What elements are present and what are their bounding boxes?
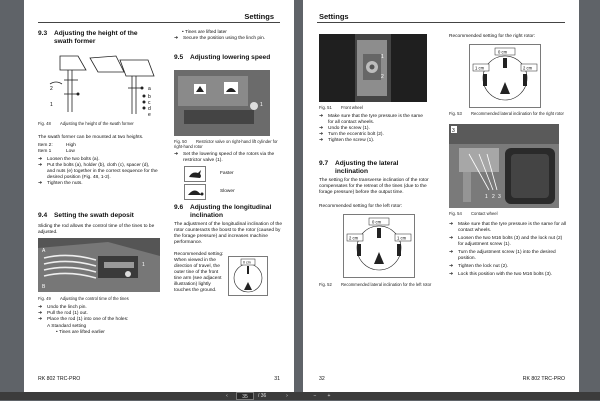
svg-text:b: b bbox=[148, 94, 151, 100]
swath-deposit-text: Sliding the rod allows the control time of the tines to be adjusted. bbox=[38, 224, 155, 235]
svg-text:B: B bbox=[42, 284, 46, 290]
bullet-icon: • bbox=[182, 30, 185, 35]
page-number-input[interactable]: 35 bbox=[236, 392, 254, 400]
figure-53-caption: Fig. 53 Recommended lateral inclination for the right rotor bbox=[449, 111, 564, 116]
svg-text:2: 2 bbox=[381, 74, 384, 80]
arrow-icon: ➜ bbox=[319, 126, 324, 131]
step-item: ➜ Tighten the nuts. bbox=[38, 181, 83, 186]
lowering-speed-step: ➜ Set the lowering speed of the rotors via the restrictor valve (1). bbox=[174, 152, 275, 163]
svg-text:2 cm: 2 cm bbox=[523, 65, 533, 71]
rotor-label: 0 cm bbox=[243, 260, 251, 265]
figure-51-caption: Fig. 51 Front wheel bbox=[319, 105, 363, 110]
arrow-icon: ➜ bbox=[174, 152, 179, 157]
left-rotor-diagram bbox=[343, 214, 415, 278]
right-rotor-rec-text: Recommended setting for the right rotor: bbox=[449, 34, 536, 39]
arrow-icon: ➜ bbox=[449, 272, 454, 277]
step-item: ➜ Loosen the two bolts (a). bbox=[38, 157, 100, 162]
svg-text:2: 2 bbox=[492, 194, 495, 200]
section-9-3-heading bbox=[38, 30, 168, 45]
contact-wheel-figure bbox=[449, 124, 559, 208]
section-9-6-heading: 9.6 Adjusting the longitudinal inclination bbox=[174, 204, 272, 219]
svg-text:1: 1 bbox=[485, 194, 488, 200]
arrow-icon: ➜ bbox=[449, 250, 454, 255]
svg-text:3: 3 bbox=[452, 128, 455, 134]
tortoise-icon bbox=[184, 184, 206, 200]
svg-text:1: 1 bbox=[260, 102, 263, 108]
svg-text:0 cm: 0 cm bbox=[372, 219, 382, 225]
arrow-icon: ➜ bbox=[38, 311, 43, 316]
page-31 bbox=[24, 0, 294, 392]
arrow-icon: ➜ bbox=[449, 236, 454, 241]
svg-text:2 cm: 2 cm bbox=[349, 235, 359, 241]
svg-text:1: 1 bbox=[50, 102, 53, 108]
svg-text:a: a bbox=[148, 86, 151, 92]
arrow-icon: ➜ bbox=[38, 157, 43, 162]
footer-model: RK 802 TRC-PRO bbox=[38, 376, 81, 382]
svg-text:0 cm: 0 cm bbox=[498, 49, 508, 55]
zoom-in-icon[interactable]: + bbox=[327, 393, 331, 399]
figure-52-caption: Fig. 52 Recommended lateral inclination for the left rotor bbox=[319, 282, 432, 287]
prev-page-button[interactable]: ‹ bbox=[226, 393, 228, 399]
figure-50-caption: Fig. 50 Restrictor valve on right-hand lift cylinder for right-hand rotor bbox=[174, 139, 278, 150]
longitudinal-text: The adjustment of the longitudinal inclination of the rotor counteracts the boost to the rotor (caused by the forage pressure) and increases machine performance. bbox=[174, 222, 283, 245]
figure-48-caption: Fig. 48 Adjusting the height of the swath former bbox=[38, 121, 134, 126]
swath-height-text: The swath former can be mounted at two heights. Item 2: High Item 1 Low ➜ Loosen the two bolts (a). ➜ Put the bolts (a), holder (b), cloth (c), spacer (d), and nuts (e) together in the correct sequence for the desired position (Fig. 48, 1-2). ➜ Tighten the nuts. bbox=[38, 135, 158, 186]
section-number: 9.3 bbox=[38, 30, 48, 37]
faster-label: Faster bbox=[220, 171, 234, 176]
arrow-icon: ➜ bbox=[449, 264, 454, 269]
longitudinal-rotor-diagram bbox=[228, 256, 268, 296]
swath-deposit-steps: ➜ Undo the linch pin. ➜ Pull the rod (1) out. ➜ Place the rod (1) into one of the holes: A Standard setting • Tines are lifted earlier bbox=[38, 305, 129, 335]
page-32 bbox=[303, 0, 579, 392]
svg-text:A: A bbox=[42, 248, 46, 254]
right-rotor-diagram bbox=[469, 44, 541, 108]
figure-number: Fig. 48 bbox=[38, 121, 51, 126]
zoom-out-icon[interactable]: − bbox=[313, 393, 317, 399]
arrow-icon: ➜ bbox=[319, 132, 324, 137]
front-wheel-figure bbox=[319, 34, 427, 102]
arrow-icon: ➜ bbox=[38, 305, 43, 310]
lateral-inclination-text: The setting for the transverse inclination of the rotor compensates for the retreat of the tines (due to the forage pressure) before the output time. bbox=[319, 178, 429, 195]
restrictor-valve-figure bbox=[174, 70, 270, 136]
section-title: Adjusting the height of the swath former bbox=[54, 30, 138, 45]
figure-54-caption: Fig. 54 Contact wheel bbox=[449, 211, 498, 216]
page-header-title: Settings bbox=[319, 12, 349, 21]
page-total: / 36 bbox=[258, 393, 267, 399]
section-9-7-heading: 9.7 Adjusting the lateral inclination bbox=[319, 160, 399, 175]
svg-text:3: 3 bbox=[498, 194, 501, 200]
svg-text:2: 2 bbox=[50, 86, 53, 92]
figure-49-caption: Fig. 49 Adjusting the control time of the tines bbox=[38, 296, 129, 301]
col2-top-text: • Tines are lifted later ➜ Secure the position using the linch pin. bbox=[174, 30, 266, 41]
svg-text:c: c bbox=[148, 100, 151, 106]
arrow-icon: ➜ bbox=[319, 138, 324, 143]
svg-text:1: 1 bbox=[381, 54, 384, 60]
arrow-icon: ➜ bbox=[319, 114, 324, 119]
header-rule bbox=[317, 22, 565, 23]
next-page-button[interactable]: › bbox=[286, 393, 288, 399]
section-9-5-heading: 9.5 Adjusting lowering speed bbox=[174, 54, 271, 61]
hare-icon bbox=[184, 166, 206, 182]
arrow-icon: ➜ bbox=[38, 317, 43, 322]
svg-text:e: e bbox=[148, 112, 151, 118]
page-header-title: Settings bbox=[244, 12, 274, 21]
svg-text:d: d bbox=[148, 106, 151, 112]
viewer-toolbar bbox=[0, 392, 600, 400]
tine-control-figure bbox=[38, 238, 160, 292]
arrow-icon: ➜ bbox=[38, 163, 43, 168]
swath-former-figure bbox=[38, 50, 166, 118]
arrow-icon: ➜ bbox=[174, 36, 179, 41]
section-9-4-heading: 9.4 Setting the swath deposit bbox=[38, 212, 134, 219]
svg-text:1 cm: 1 cm bbox=[475, 65, 485, 71]
footer-page-number: 32 bbox=[319, 376, 325, 382]
svg-text:1: 1 bbox=[142, 262, 145, 268]
header-rule bbox=[38, 22, 280, 23]
footer-model: RK 802 TRC-PRO bbox=[522, 376, 565, 382]
svg-text:1 cm: 1 cm bbox=[397, 235, 407, 241]
front-wheel-steps: ➜ Make sure that the tyre pressure is the same for all contact wheels. ➜ Undo the screw (1). ➜ Turn the eccentric bolt (2). ➜ Tighten the screw (1). bbox=[319, 114, 423, 143]
left-rotor-rec-text: Recommended setting for the left rotor: bbox=[319, 204, 403, 209]
recommended-setting-text: Recommended setting: When viewed in the direction of travel, the outer tine of the front tine arm (see adjacent illustration) lightly touches the ground. bbox=[174, 252, 224, 293]
arrow-icon: ➜ bbox=[449, 222, 454, 227]
footer-page-number: 31 bbox=[274, 376, 280, 382]
step-item: ➜ Put the bolts (a), holder (b), cloth (c), spacer (d), and nuts (e) together in the correct sequence for the desired position (Fig. 48, 1-2). bbox=[38, 163, 158, 180]
contact-wheel-steps: ➜ Make sure that the tyre pressure is the same for all contact wheels. ➜ Loosen the two M16 bolts (3) and the lock nut (2) for adjustment screw (1). ➜ Turn the adjustment screw (1) into the desired position. ➜ Tighten the lock nut (2). ➜ Lock this position with the two M16 bolts (3). bbox=[449, 222, 566, 277]
arrow-icon: ➜ bbox=[38, 181, 43, 186]
bullet-icon: • bbox=[56, 330, 59, 335]
slower-label: Slower bbox=[220, 189, 235, 194]
